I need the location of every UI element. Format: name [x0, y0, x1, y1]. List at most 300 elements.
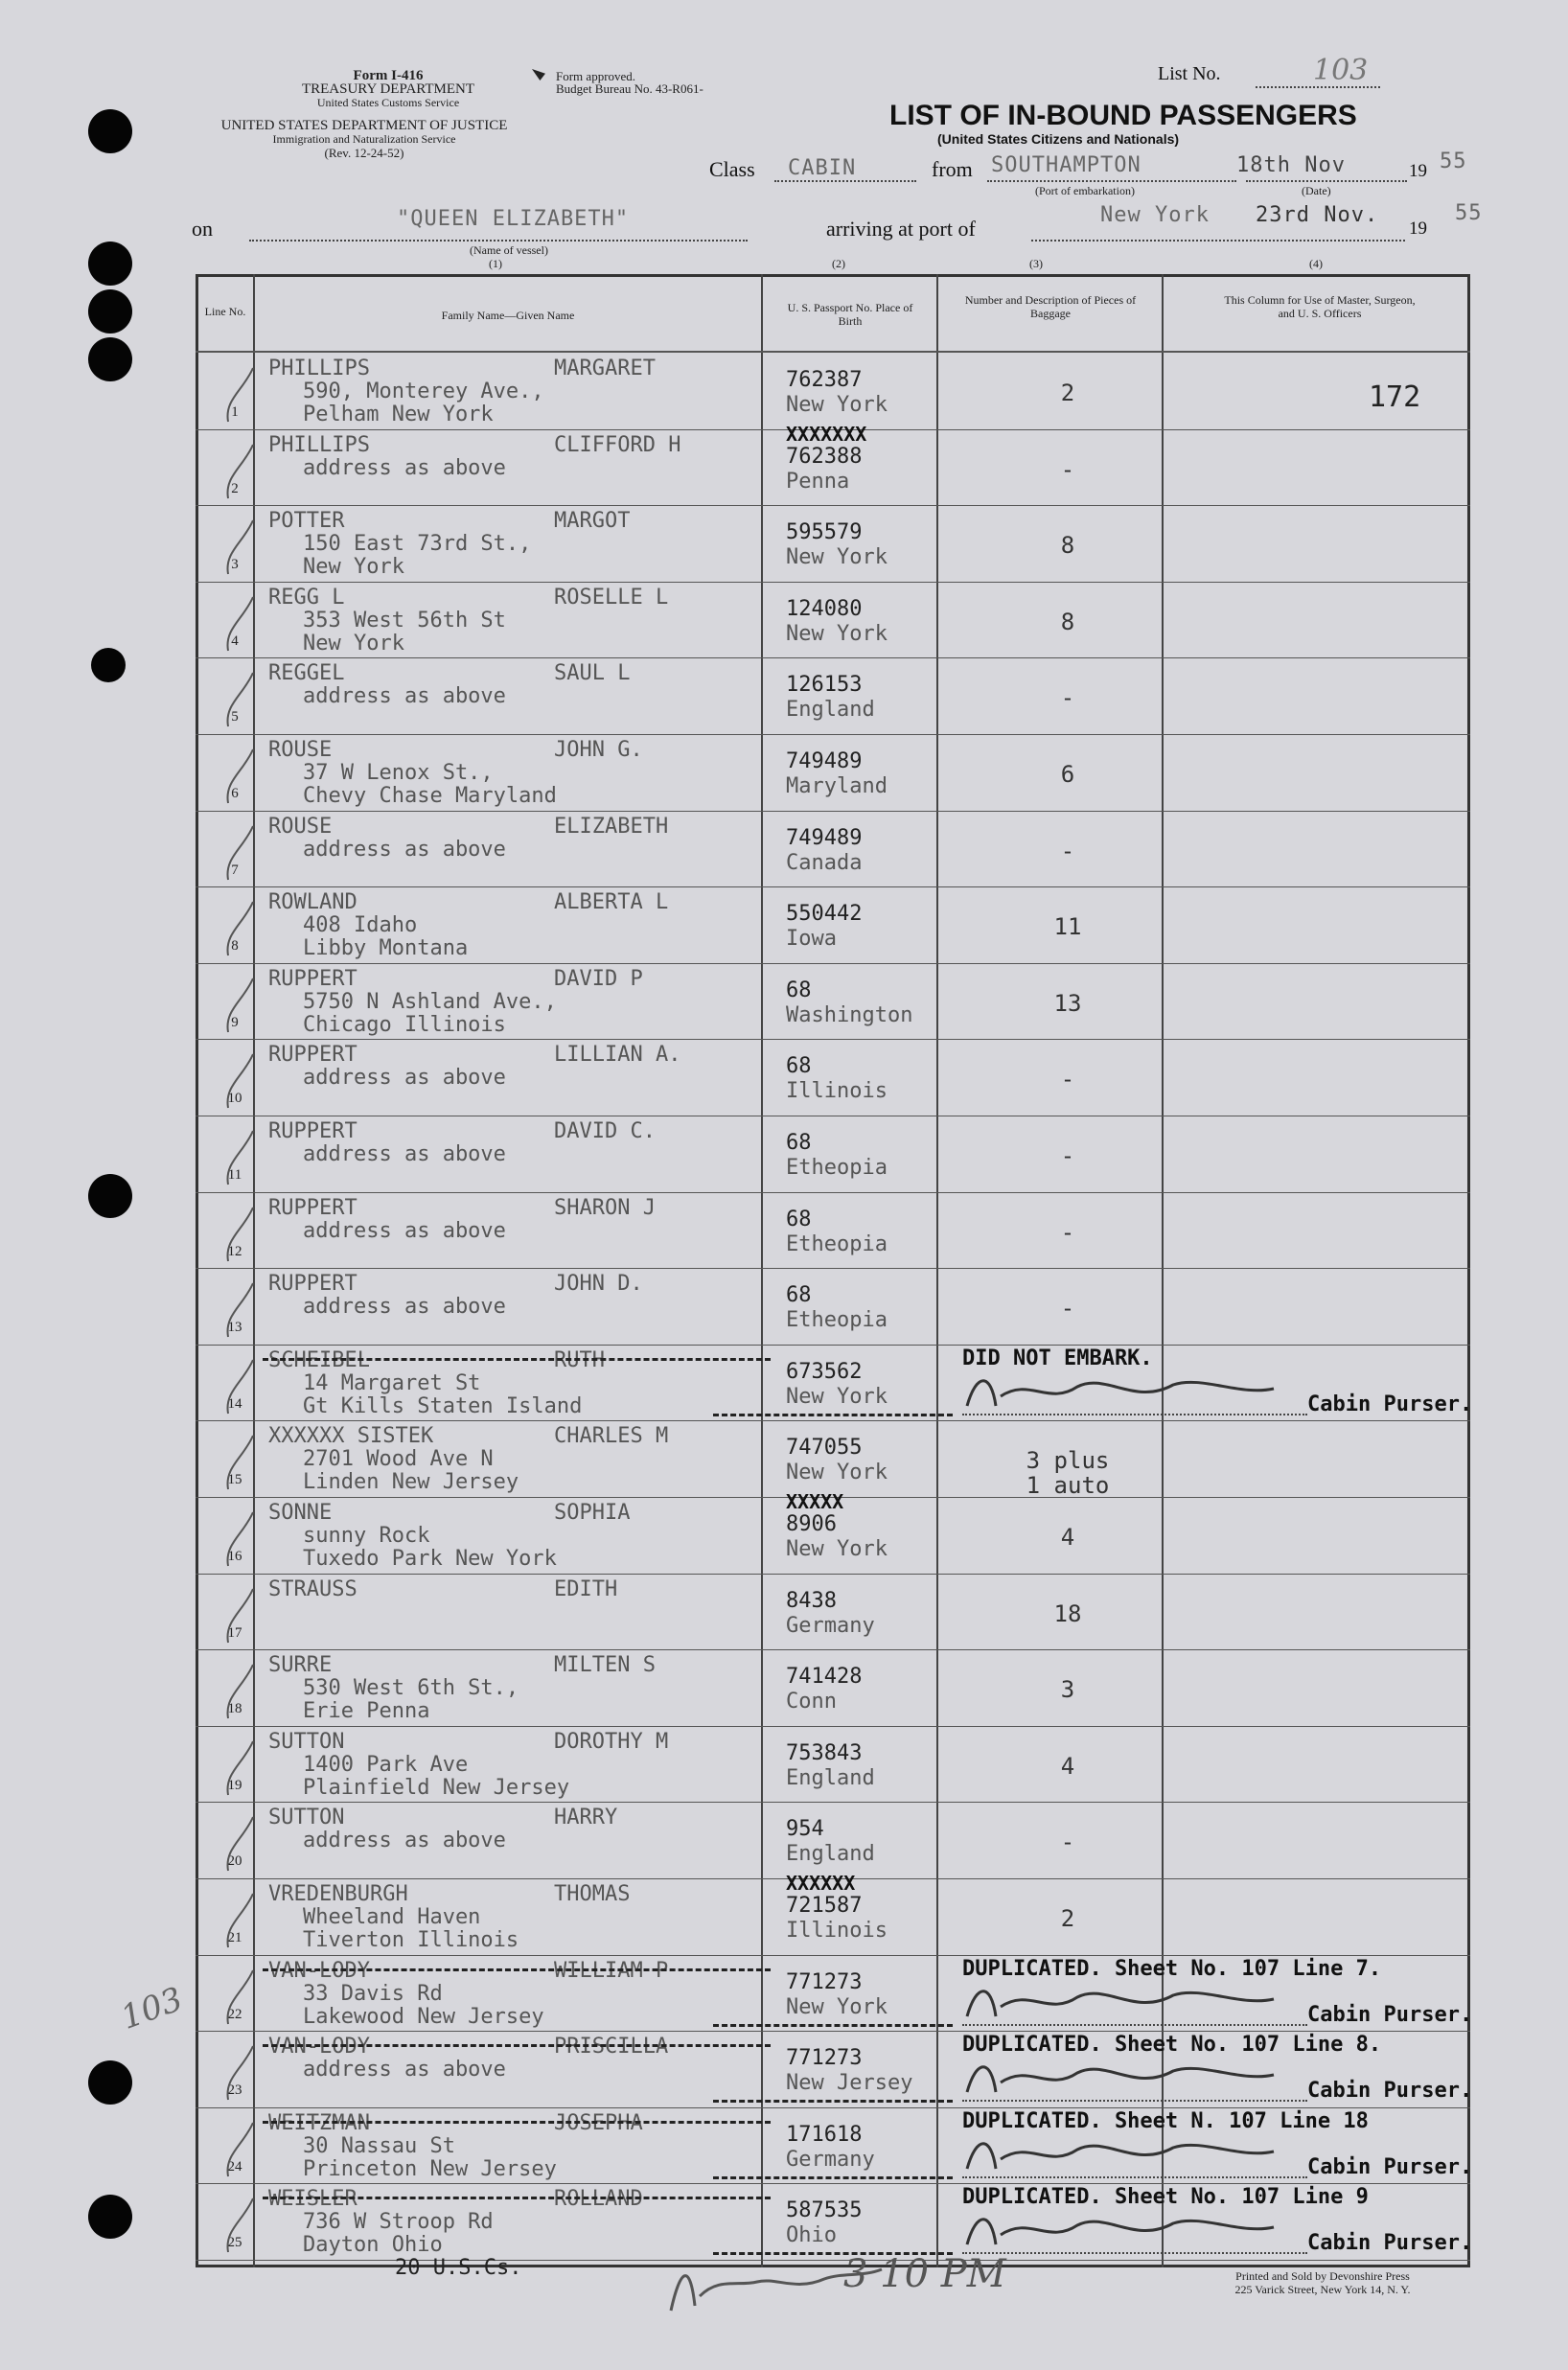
baggage-count: - [1060, 1142, 1075, 1169]
given-name: MARGARET [554, 357, 656, 380]
strike-line [263, 2197, 771, 2199]
place-of-birth: New York [786, 1384, 888, 1409]
check-mark-icon [215, 1892, 263, 1949]
col-header-baggage: Number and Description of Pieces of Baggage [964, 293, 1137, 320]
place-of-birth: Illinois [786, 1079, 888, 1104]
ins-service: Immigration and Naturalization Service [272, 132, 456, 146]
line-number: 1 [231, 404, 239, 420]
baggage-count: 18 [1053, 1599, 1082, 1627]
given-name: DAVID C. [554, 1119, 656, 1143]
address-line-2: Tiverton Illinois [303, 1928, 519, 1952]
baggage-count: - [1060, 837, 1075, 864]
place-of-birth: Etheopia [786, 1156, 888, 1180]
manifest-note: DUPLICATED. Sheet No. 107 Line 7. [962, 1956, 1382, 1981]
given-name: JOSEPHA [554, 2110, 643, 2135]
passport-number: 68 [786, 1054, 812, 1079]
check-mark-icon [215, 1434, 263, 1491]
line-number: 4 [231, 633, 239, 649]
line-number: 24 [227, 2158, 242, 2174]
form-title: LIST OF IN-BOUND PASSENGERS [889, 100, 1357, 131]
binder-hole [88, 2060, 132, 2105]
line-number: 16 [227, 1549, 242, 1564]
passport-number: 954 [786, 1817, 824, 1842]
place-of-birth: Iowa [786, 927, 837, 952]
baggage-count: 13 [1053, 989, 1082, 1017]
col-header-line-no: Line No. [204, 305, 246, 318]
baggage-count: 3 [1060, 1676, 1075, 1704]
list-no-label: List No. [1158, 63, 1221, 84]
form-number: Form I-416 [353, 68, 424, 83]
baggage-extra: 1 auto [1026, 1472, 1110, 1500]
given-name: RUTH [554, 1347, 605, 1372]
given-name: ROLLAND [554, 2187, 643, 2212]
passport-number: 771273 [786, 1969, 863, 1994]
passport-number: 68 [786, 1283, 812, 1308]
form-subtitle: (United States Citizens and Nationals) [937, 131, 1180, 147]
officer-signature [661, 2258, 891, 2315]
place-of-birth: New York [786, 1994, 888, 2019]
table-row [196, 734, 1470, 810]
address-line-1: address as above [303, 2058, 506, 2082]
address-line-2: Chicago Illinois [303, 1012, 506, 1037]
given-name: SHARON J [554, 1195, 656, 1220]
check-mark-icon [215, 2197, 263, 2254]
check-mark-icon [215, 748, 263, 805]
line-number: 17 [227, 1624, 242, 1641]
given-name: WILLIAM P [554, 1958, 669, 1983]
check-mark-icon [215, 977, 263, 1034]
purser-note: Cabin Purser. [1307, 2231, 1473, 2256]
class-line [774, 180, 916, 182]
family-name: PHILLIPS [268, 432, 370, 457]
table-row [196, 505, 1470, 581]
address-line-1: 2701 Wood Ave N [303, 1447, 494, 1472]
given-name: DAVID P [554, 966, 643, 991]
table-row [196, 1192, 1470, 1268]
port-of-embarkation: SOUTHAMPTON [991, 153, 1141, 177]
given-name: CHARLES M [554, 1424, 669, 1449]
purser-dotted-line [962, 1414, 1307, 1415]
place-of-birth: Germany [786, 1613, 875, 1638]
place-of-birth: New York [786, 1537, 888, 1561]
line-number: 21 [227, 1930, 242, 1945]
address-line-1: address as above [303, 1066, 506, 1091]
passport-number: 171618 [786, 2122, 863, 2147]
given-name: MARGOT [554, 509, 631, 534]
passport-number: 673562 [786, 1359, 863, 1384]
table-row [196, 1268, 1470, 1344]
col-header-officers: This Column for Use of Master, Surgeon, and U. S. Officers [1224, 293, 1416, 320]
address-line-1: 30 Nassau St [303, 2133, 455, 2158]
table-row [196, 963, 1470, 1039]
line-number: 14 [227, 1395, 242, 1412]
check-mark-icon [215, 1358, 263, 1415]
port-caption: (Port of embarkation) [1035, 184, 1135, 197]
place-of-birth: England [786, 1765, 875, 1790]
margin-note: 103 [116, 1980, 188, 2037]
check-mark-icon [215, 1281, 263, 1339]
family-name: RUPPERT [268, 966, 357, 991]
address-line-2: New York [303, 555, 404, 580]
table-row [196, 2031, 1473, 2106]
line-number: 10 [227, 1091, 242, 1107]
line-number: 8 [231, 938, 239, 955]
given-name: CLIFFORD H [554, 432, 681, 457]
line-number: 18 [227, 1701, 242, 1717]
purser-signature [962, 1978, 1279, 2026]
strike-line [263, 1968, 771, 1971]
place-of-birth: Canada [786, 850, 863, 875]
family-name: ROUSE [268, 814, 333, 839]
address-line-2: Libby Montana [303, 936, 469, 961]
line-number: 19 [227, 1777, 242, 1793]
table-row [196, 1039, 1470, 1115]
line-number: 6 [231, 786, 239, 801]
given-name: JOHN D. [554, 1272, 643, 1297]
address-line-2: Plainfield New Jersey [303, 1775, 570, 1800]
address-line-1: 150 East 73rd St., [303, 532, 532, 557]
family-name: STRAUSS [268, 1576, 357, 1601]
table-row [196, 2183, 1473, 2259]
arrival-port: New York [1100, 203, 1210, 227]
address-line-1: 408 Idaho [303, 913, 418, 938]
line-number: 20 [227, 1853, 242, 1870]
check-mark-icon [215, 671, 263, 728]
check-mark-icon [215, 2044, 263, 2102]
passport-number: 721587 [786, 1894, 863, 1918]
baggage-count: 2 [1060, 1905, 1075, 1932]
address-line-1: 353 West 56th St [303, 608, 506, 633]
passport-number: 749489 [786, 825, 863, 850]
embark-date: 18th Nov [1236, 153, 1346, 177]
given-name: SAUL L [554, 661, 631, 686]
purser-signature [962, 2054, 1279, 2102]
hand-pointer-icon [532, 69, 545, 81]
strike-line [263, 1358, 771, 1361]
table-row [196, 1872, 1470, 1954]
strike-line [713, 1414, 953, 1416]
line-number: 15 [227, 1472, 242, 1488]
strike-line [263, 2121, 771, 2124]
check-mark-icon [215, 2121, 263, 2178]
address-line-2: Dayton Ohio [303, 2233, 443, 2258]
handwritten-time: 3 10 PM [843, 2252, 1006, 2296]
place-of-birth: Penna [786, 469, 850, 494]
address-line-1: address as above [303, 1218, 506, 1243]
family-name: SCHEIBEL [268, 1347, 370, 1372]
family-name: POTTER [268, 509, 345, 534]
check-mark-icon [215, 1587, 263, 1645]
manifest-note: DUPLICATED. Sheet No. 107 Line 9 [962, 2185, 1369, 2210]
given-name: SOPHIA [554, 1501, 631, 1525]
baggage-count: 8 [1060, 608, 1075, 635]
table-row [196, 2107, 1473, 2183]
binder-hole [88, 242, 132, 286]
check-mark-icon [215, 1663, 263, 1720]
strike-line [713, 2176, 953, 2179]
place-of-birth: Maryland [786, 774, 888, 798]
address-line-2: Chevy Chase Maryland [303, 784, 557, 808]
table-row [196, 1649, 1470, 1725]
address-line-1: address as above [303, 1142, 506, 1166]
given-name: JOHN G. [554, 738, 643, 762]
purser-signature [962, 2130, 1279, 2178]
check-mark-icon [215, 1510, 263, 1568]
family-name: ROUSE [268, 738, 333, 762]
line-number: 2 [231, 480, 239, 496]
family-name: SURRE [268, 1653, 333, 1678]
address-line-1: address as above [303, 1295, 506, 1320]
family-name: REGGEL [268, 661, 345, 686]
address-line-2: Erie Penna [303, 1699, 430, 1724]
place-of-birth: Illinois [786, 1919, 888, 1943]
given-name: DOROTHY M [554, 1729, 669, 1754]
family-name: VAN-LODY [268, 2035, 370, 2059]
family-name: VREDENBURGH [268, 1882, 408, 1906]
check-mark-icon [215, 1968, 263, 2026]
place-of-birth: New York [786, 1461, 888, 1485]
passport-number: 8906 [786, 1512, 837, 1536]
arrival-line [1031, 240, 1405, 242]
check-mark-icon [215, 900, 263, 957]
col-header-passport: U. S. Passport No. Place of Birth [787, 301, 913, 328]
citizen-count: 20 U.S.Cs. [395, 2256, 522, 2280]
passport-number: 587535 [786, 2198, 863, 2223]
address-line-2: Lakewood New Jersey [303, 2004, 544, 2029]
address-line-2: Gt Kills Staten Island [303, 1393, 583, 1418]
table-row [196, 1490, 1470, 1573]
address-line-2: New York [303, 631, 404, 656]
year-suffix: 55 [1440, 150, 1467, 173]
given-name: HARRY [554, 1806, 618, 1830]
arrival-year-suffix: 55 [1455, 201, 1483, 225]
binder-hole [91, 648, 126, 682]
from-line [987, 180, 1236, 182]
given-name: MILTEN S [554, 1653, 656, 1678]
year-prefix: 19 [1409, 161, 1427, 181]
family-name: SUTTON [268, 1806, 345, 1830]
address-line-2: Linden New Jersey [303, 1470, 519, 1495]
family-name: RUPPERT [268, 1195, 357, 1220]
manifest-note: DUPLICATED. Sheet N. 107 Line 18 [962, 2108, 1369, 2133]
place-of-birth: Ohio [786, 2223, 837, 2248]
baggage-count: - [1060, 1066, 1075, 1093]
check-mark-icon [215, 595, 263, 653]
purser-note: Cabin Purser. [1307, 2002, 1473, 2027]
line-number: 13 [227, 1320, 242, 1336]
binder-hole [88, 337, 132, 381]
struck-passport: XXXXXXX [786, 422, 867, 446]
given-name: THOMAS [554, 1882, 631, 1906]
manifest-note: DUPLICATED. Sheet No. 107 Line 8. [962, 2033, 1382, 2058]
table-row [196, 1116, 1470, 1191]
arriving-label: arriving at port of [826, 217, 976, 241]
purser-dotted-line [962, 2024, 1307, 2026]
address-line-1: 37 W Lenox St., [303, 761, 494, 785]
vessel-caption: (Name of vessel) [470, 243, 548, 257]
table-row [196, 582, 1470, 657]
form-approved: Form approved. [556, 69, 636, 83]
printer-address: 225 Varick Street, New York 14, N. Y. [1234, 2283, 1411, 2296]
family-name: REGG L [268, 585, 345, 610]
address-line-1: 33 Davis Rd [303, 1981, 443, 2006]
baggage-count: 4 [1060, 1752, 1075, 1780]
passport-number: 68 [786, 978, 812, 1002]
purser-note: Cabin Purser. [1307, 2154, 1473, 2179]
on-label: on [192, 217, 213, 241]
line-number: 11 [227, 1167, 242, 1183]
purser-dotted-line [962, 2252, 1307, 2254]
col-3-marker: (3) [1029, 257, 1043, 270]
check-mark-icon [215, 1739, 263, 1797]
department-of-justice: UNITED STATES DEPARTMENT OF JUSTICE [220, 118, 508, 133]
purser-signature [962, 1368, 1279, 1415]
table-row [196, 811, 1470, 886]
address-line-2: Pelham New York [303, 403, 494, 426]
address-line-1: address as above [303, 455, 506, 480]
given-name: ROSELLE L [554, 585, 669, 610]
table-row [196, 422, 1470, 505]
passport-number: 68 [786, 1131, 812, 1155]
place-of-birth: Etheopia [786, 1231, 888, 1256]
passport-number: 550442 [786, 902, 863, 927]
baggage-count: - [1060, 1218, 1075, 1246]
arrival-date: 23rd Nov. [1256, 203, 1379, 227]
purser-note: Cabin Purser. [1307, 2079, 1473, 2104]
line-number: 22 [227, 2006, 242, 2022]
list-no-value: 103 [1313, 54, 1369, 87]
passport-number: 8438 [786, 1588, 837, 1613]
place-of-birth: England [786, 698, 875, 723]
address-line-1: Wheeland Haven [303, 1905, 481, 1929]
line-number: 3 [231, 557, 239, 573]
passport-number: 126153 [786, 673, 863, 698]
baggage-count: - [1060, 1829, 1075, 1856]
check-mark-icon [215, 1129, 263, 1186]
family-name: RUPPERT [268, 1043, 357, 1068]
address-line-2: Tuxedo Park New York [303, 1547, 557, 1571]
line-number: 25 [227, 2235, 242, 2251]
check-mark-icon [215, 1206, 263, 1263]
check-mark-icon [215, 366, 263, 424]
baggage-count: 4 [1060, 1524, 1075, 1551]
place-of-birth: New York [786, 621, 888, 646]
passport-number: 741428 [786, 1665, 863, 1690]
passport-number: 747055 [786, 1436, 863, 1461]
class-label: Class [709, 157, 755, 181]
place-of-birth: New Jersey [786, 2071, 913, 2096]
table-row [196, 1802, 1470, 1877]
purser-dotted-line [962, 2100, 1307, 2102]
address-line-1: 736 W Stroop Rd [303, 2210, 494, 2235]
table-row [196, 1726, 1470, 1802]
given-name: EDITH [554, 1576, 618, 1601]
line-number: 23 [227, 2082, 242, 2099]
address-line-1: address as above [303, 684, 506, 709]
purser-signature [962, 2206, 1279, 2254]
family-name: RUPPERT [268, 1272, 357, 1297]
vessel-name: "QUEEN ELIZABETH" [397, 207, 630, 231]
place-of-birth: Washington [786, 1002, 913, 1027]
address-line-1: sunny Rock [303, 1524, 430, 1548]
address-line-1: 530 West 6th St., [303, 1676, 519, 1701]
passport-number: 124080 [786, 596, 863, 621]
baggage-count: 8 [1060, 532, 1075, 560]
check-mark-icon [215, 1052, 263, 1110]
table-row [196, 1574, 1470, 1649]
struck-passport: XXXXXX [786, 1872, 856, 1895]
family-name: RUPPERT [268, 1119, 357, 1143]
col-1-marker: (1) [489, 257, 502, 270]
struck-passport: XXXXX [786, 1490, 844, 1513]
baggage-count: - [1060, 684, 1075, 712]
customs-service: United States Customs Service [316, 96, 460, 109]
baggage-count: 2 [1060, 380, 1075, 406]
passport-number: 68 [786, 1207, 812, 1231]
family-name: SUTTON [268, 1729, 345, 1754]
family-name: XXXXXX SISTEK [268, 1424, 434, 1449]
table-row [196, 353, 1470, 428]
col-4-marker: (4) [1309, 257, 1323, 270]
arrival-year-prefix: 19 [1409, 219, 1427, 239]
binder-hole [88, 1174, 132, 1218]
address-line-1: address as above [303, 1829, 506, 1853]
check-mark-icon [215, 443, 263, 500]
address-line-1: 5750 N Ashland Ave., [303, 989, 557, 1014]
budget-bureau: Budget Bureau No. 43-R061- [556, 81, 703, 96]
class-value: CABIN [788, 156, 857, 180]
line-number: 12 [227, 1243, 242, 1259]
passport-number: 762387 [786, 368, 863, 392]
baggage-count: 3 plus [1026, 1447, 1110, 1475]
address-line-1: 1400 Park Ave [303, 1752, 469, 1777]
purser-note: Cabin Purser. [1307, 1392, 1473, 1416]
place-of-birth: England [786, 1842, 875, 1867]
place-of-birth: New York [786, 545, 888, 570]
from-label: from [932, 157, 973, 181]
given-name: ELIZABETH [554, 814, 669, 839]
table-row [196, 1955, 1473, 2031]
passport-number: 762388 [786, 444, 863, 469]
family-name: ROWLAND [268, 890, 357, 915]
table-row [196, 657, 1470, 733]
table-row [196, 1420, 1470, 1500]
place-of-birth: New York [786, 393, 888, 417]
address-line-1: 14 Margaret St [303, 1370, 481, 1395]
strike-line [713, 2024, 953, 2027]
line-number: 7 [231, 862, 239, 878]
treasury-department: TREASURY DEPARTMENT [301, 81, 475, 97]
passport-number: 749489 [786, 749, 863, 773]
vessel-line [249, 240, 748, 242]
given-name: LILLIAN A. [554, 1043, 681, 1068]
family-name: SONNE [268, 1501, 333, 1525]
form-revision: (Rev. 12-24-52) [324, 146, 404, 160]
binder-hole [88, 109, 132, 153]
passport-number: 595579 [786, 520, 863, 545]
baggage-count: - [1060, 455, 1075, 483]
printer-credit: Printed and Sold by Devonshire Press [1235, 2269, 1410, 2283]
strike-line [263, 2044, 771, 2047]
check-mark-icon [215, 824, 263, 882]
address-line-2: Princeton New Jersey [303, 2156, 557, 2181]
baggage-count: 11 [1053, 913, 1082, 941]
line-number: 9 [231, 1014, 239, 1030]
table-row [196, 1345, 1473, 1420]
check-mark-icon [215, 518, 263, 576]
passport-number: 753843 [786, 1740, 863, 1765]
passport-number: 771273 [786, 2046, 863, 2071]
